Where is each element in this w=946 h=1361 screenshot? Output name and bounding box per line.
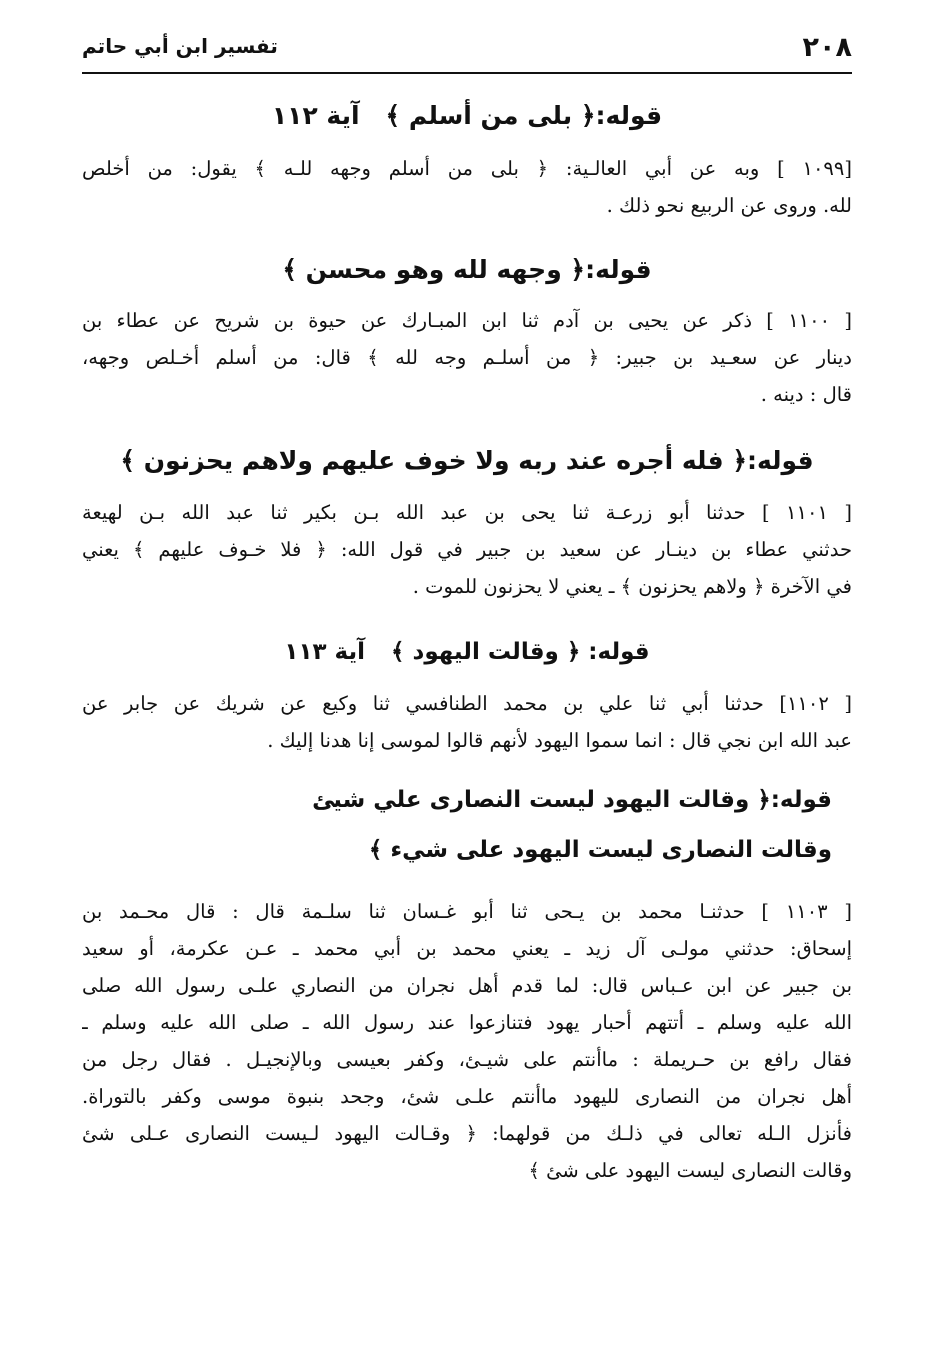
heading-text: قوله: ﴿ وقالت اليهود ﴾ bbox=[391, 639, 650, 665]
text-line: إسحاق: حدثني مولـى آل زيد ـ يعني محمد بن أبي محمد ـ عـن عكرمة، أو سعيد bbox=[82, 937, 852, 960]
text-line: [١٠٩٩ ] وبه عن أبي العالـية: ﴿ بلى من أسلم وجهه للـه ﴾ يقول: من أخلص bbox=[82, 157, 852, 180]
page-number: ٢٠٨ bbox=[802, 32, 852, 63]
commentary-paragraph bbox=[82, 150, 852, 224]
section-heading bbox=[82, 441, 852, 481]
text-line: [ ١١٠٢] حدثنا أبي ثنا علي بن محمد الطنافسي ثنا وكيع عن شريك عن جابر عن bbox=[82, 692, 852, 715]
text-line: وقالت النصارى ليست اليهود على شئ ﴾ bbox=[528, 1159, 852, 1182]
section-heading bbox=[82, 780, 852, 820]
heading-text: قوله:﴿ بلى من أسلم ﴾ bbox=[385, 101, 663, 130]
section-heading bbox=[82, 250, 852, 290]
heading-text: وقالت النصارى ليست اليهود على شيء ﴾ bbox=[368, 837, 832, 863]
heading-text: قوله:﴿ وجهه لله وهو محسن ﴾ bbox=[282, 255, 652, 284]
text-line: فقال رافع بن حـريملة : ماأنتم على شيـئ، وكفر بعيسى وبالإنجيـل . فقال رجل من bbox=[82, 1048, 852, 1071]
text-line: لله. وروى عن الربيع نحو ذلك . bbox=[606, 194, 852, 217]
text-line: [ ١١٠١ ] حدثنا أبو زرعـة ثنا يحى بن عبد الله بـن بكير ثنا عبد الله بـن لهيعة bbox=[82, 501, 852, 524]
text-line: الله عليه وسلم ـ أتتهم أحبار يهود فتنازعوا عند رسول الله ـ صلى الله عليه وسلم ـ bbox=[82, 1011, 852, 1034]
text-line: في الآخرة ﴿ ولاهم يحزنون ﴾ ـ يعني لا يحزنون للموت . bbox=[412, 575, 852, 598]
heading-text: قوله:﴿ وقالت اليهود ليست النصارى علي شيئ bbox=[312, 787, 832, 813]
ayah-number: آية ١١٢ bbox=[271, 101, 360, 130]
section-heading-continued bbox=[82, 830, 852, 870]
text-line: قال : دينه . bbox=[760, 383, 852, 406]
text-line: [ ١١٠٣ ] حدثنـا محمد بن يـحى ثنا أبو غـسان ثنا سلـمة قال : قال محـمد بن bbox=[82, 900, 852, 923]
text-line: عبد الله ابن نجي قال : انما سموا اليهود لأنهم قالوا لموسى إنا هدنا إليك . bbox=[267, 729, 852, 752]
heading-text: قوله:﴿ فله أجره عند ربه ولا خوف عليهم ولاهم يحزنون ﴾ bbox=[120, 446, 814, 475]
section-heading bbox=[82, 632, 852, 672]
text-line: دينار عن سعـيد بن جبير: ﴿ من أسلـم وجه لله ﴾ قال: من أسلم أخـلص وجهه، bbox=[82, 346, 852, 369]
page-header bbox=[82, 28, 852, 74]
commentary-paragraph bbox=[82, 685, 852, 759]
ayah-number: آية ١١٣ bbox=[284, 639, 366, 665]
text-line: أهل نجران من النصارى لليهود ماأنتم علـى شئ، وجحد بنبوة موسى وكفر بالتوراة. bbox=[82, 1085, 852, 1108]
running-title: تفسير ابن أبي حاتم bbox=[82, 34, 278, 58]
commentary-paragraph bbox=[82, 893, 852, 1189]
commentary-paragraph bbox=[82, 494, 852, 605]
text-line: بن جبير عن ابن عـباس قال: لما قدم أهل نجران من النصاري علـى رسول الله صلى bbox=[82, 974, 852, 997]
text-line: فأنزل الـله تعالى في ذلـك من قولهما: ﴿ وقـالت اليهود لـيست النصارى عـلى شئ bbox=[82, 1122, 852, 1145]
text-line: [ ١١٠٠ ] ذكر عن يحيى بن آدم ثنا ابن المبـارك عن حيوة بن شريح عن عطاء بن bbox=[82, 309, 852, 332]
section-heading bbox=[82, 96, 852, 136]
commentary-paragraph bbox=[82, 302, 852, 413]
text-line: حدثني عطاء بن دينـار عن سعيد بن جبير في قول الله: ﴿ فلا خـوف عليهم ﴾ يعني bbox=[82, 538, 852, 561]
